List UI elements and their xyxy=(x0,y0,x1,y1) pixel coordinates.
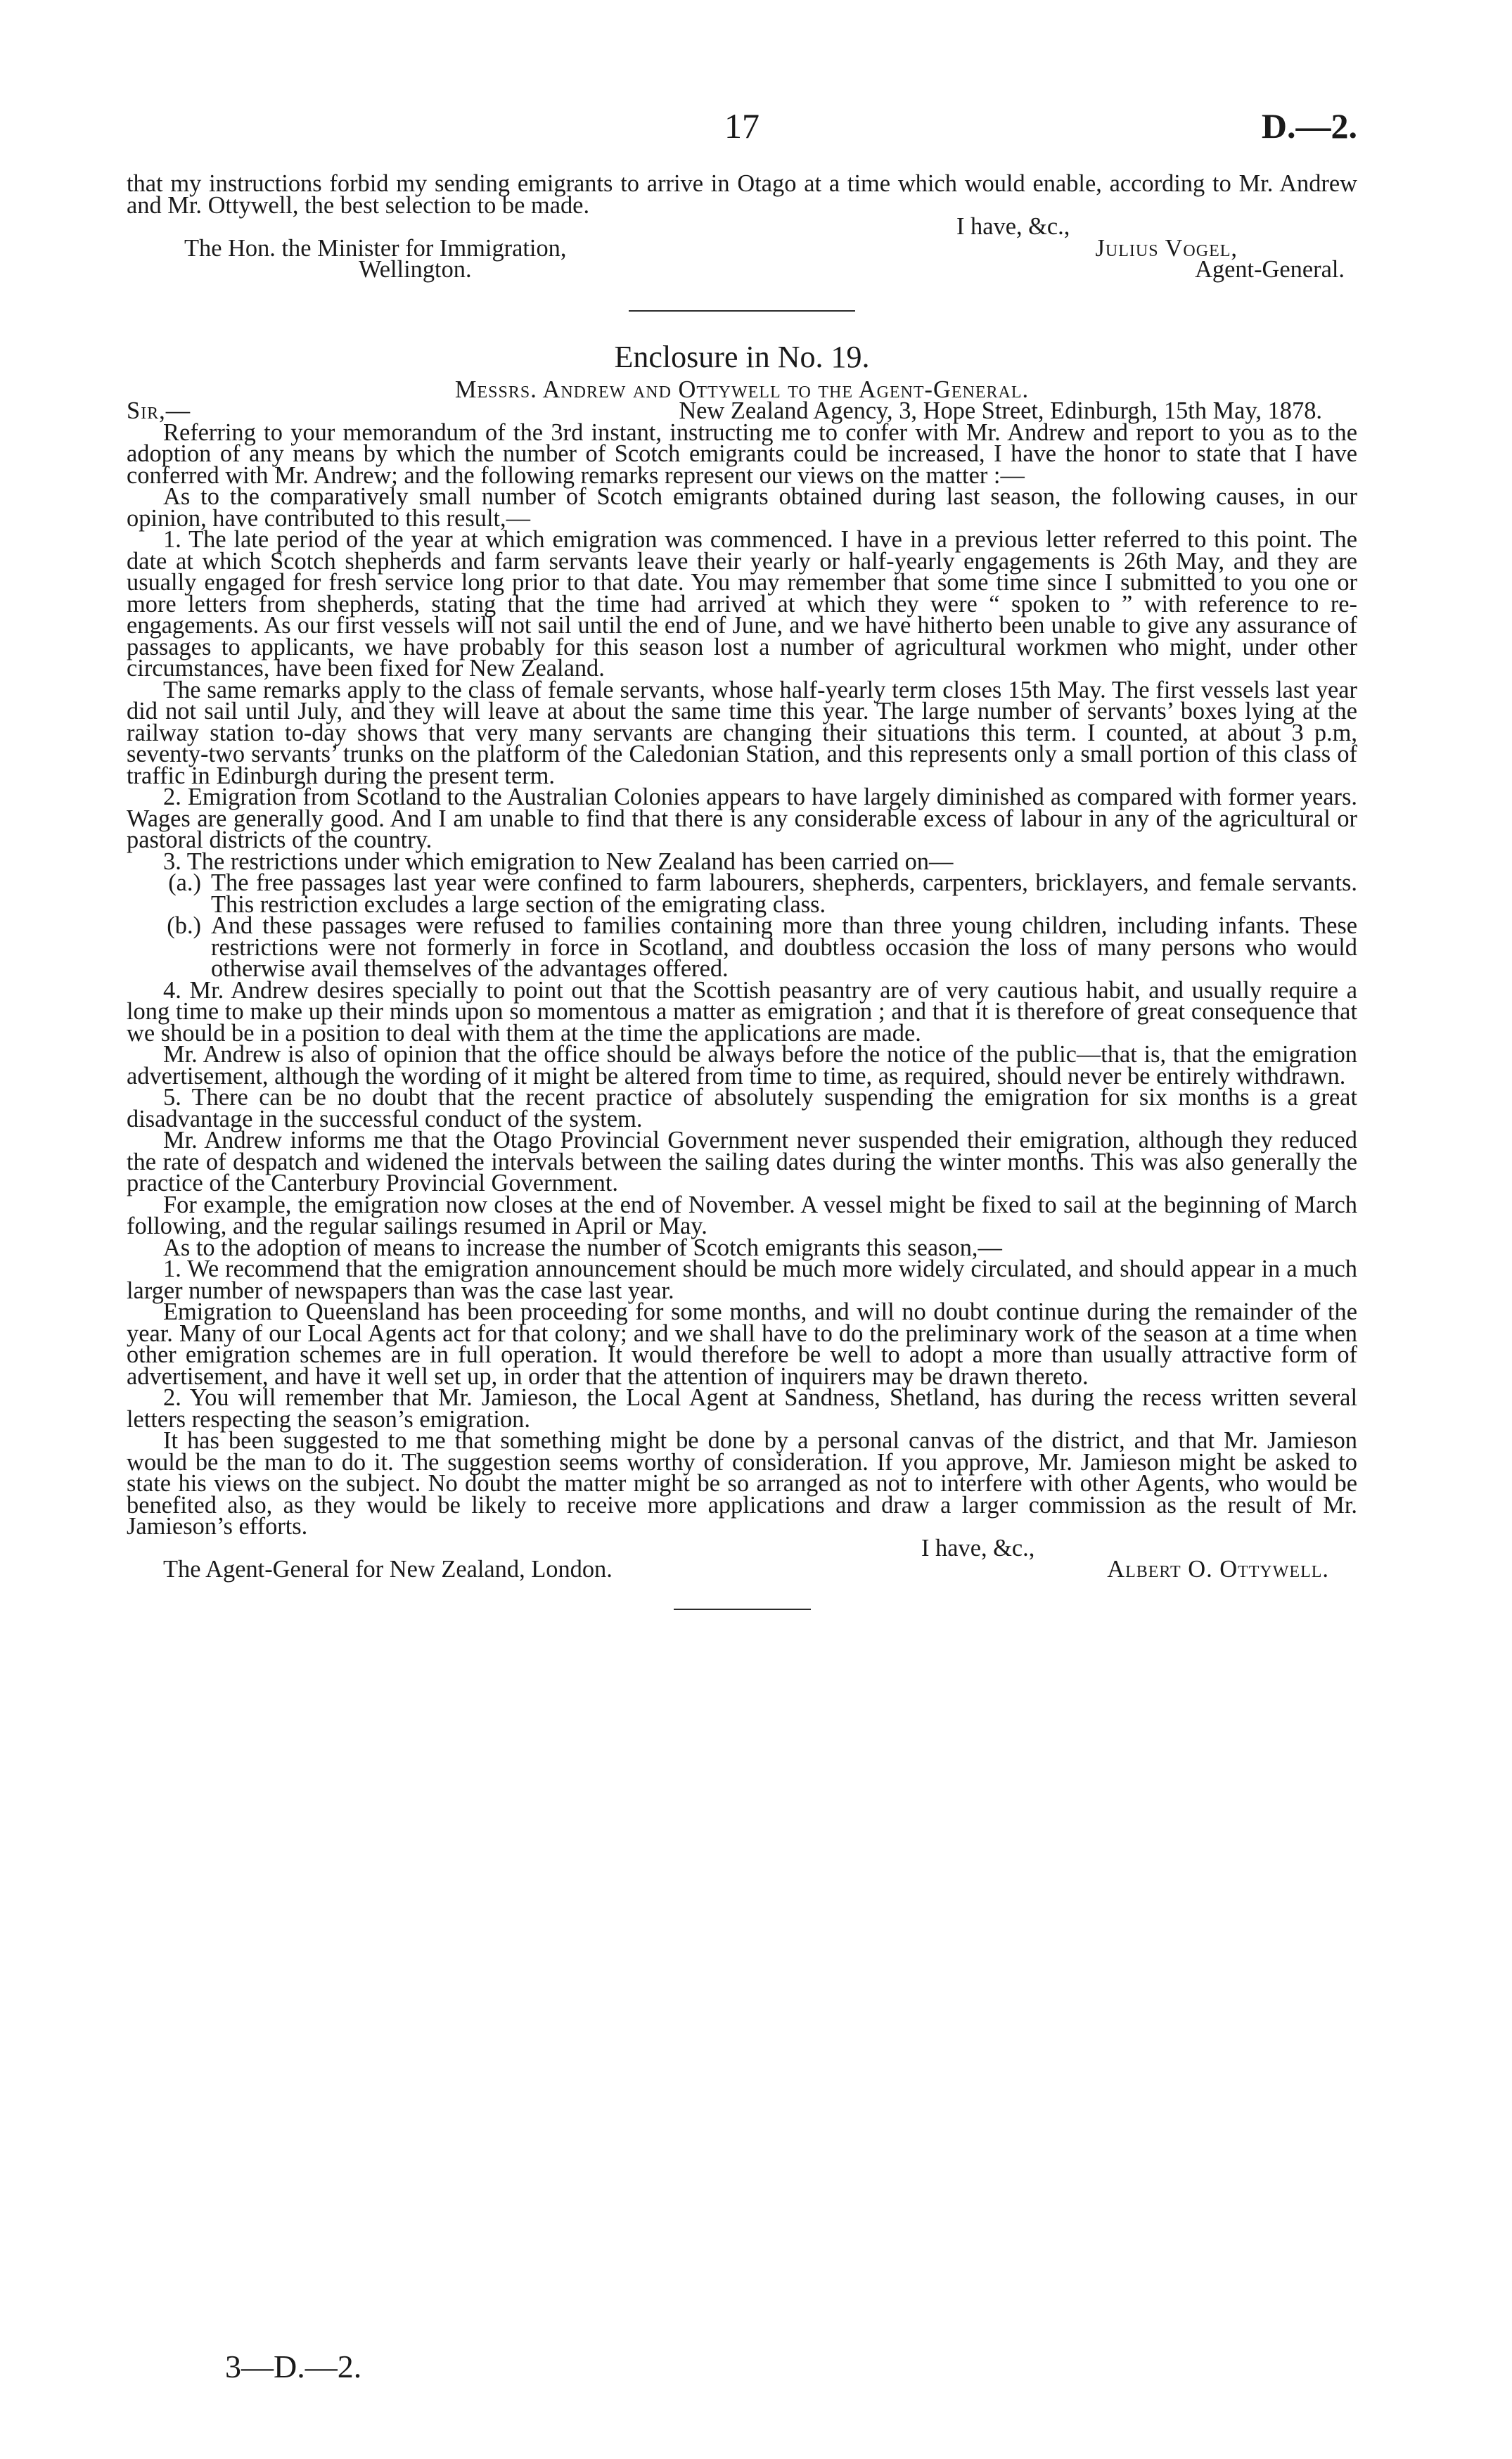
document-reference: D.—2. xyxy=(1261,106,1357,146)
paragraph: 5. There can be no doubt that the recent practice of absolutely suspending the emigration for six months is a great disadvantage in the successful conduct of the system. xyxy=(127,1084,1357,1132)
paragraph: Mr. Andrew informs me that the Otago Provincial Government never suspended their emigration, although they reduced the rate of despatch and widened the intervals between the sailing dates during the winter months. This was also generally the practice of the Canterbury Provincial Government. xyxy=(127,1127,1357,1196)
paragraph: 4. Mr. Andrew desires specially to point out that the Scottish peasantry are of very cautious habit, and usually require a long time to make up their minds upon so momentous a matter as emigration ; and that it is therefore of great consequence that we should be in a position to deal with them at the time the applications are made. xyxy=(127,976,1357,1047)
paragraph: 1. We recommend that the emigration announcement should be much more widely circulated, and should appear in a much larger number of newspapers than was the case last year. xyxy=(127,1256,1357,1304)
paragraph: 1. The late period of the year at which emigration was commenced. I have in a previous letter referred to this point. The date at which Scotch shepherds and farm servants leave their yearly or half-yearly engagements is 26th May, and they are usually engaged for fresh service long prior to that date. You may remember that some time since I submitted to you one or more letters from shepherds, stating that the time had arrived at which they were “ spoken to ” with reference to re-engagements. As our first vessels will not sail until the end of June, and we have hitherto been unable to give any assurance of passages to applicants, we have probably for this season lost a number of agricultural workmen who might, under other circumstances, have been fixed for New Zealand. xyxy=(127,526,1357,682)
preceding-closing: I have, &c., xyxy=(956,213,1070,240)
enclosure-addressee: The Agent-General for New Zealand, London. xyxy=(163,1556,613,1583)
closing-divider xyxy=(674,1609,811,1610)
paragraph: For example, the emigration now closes at the end of November. A vessel might be fixed to sail at the beginning of March following, and the regular sailings resumed in April or May. xyxy=(127,1191,1357,1239)
paragraph: 2. Emigration from Scotland to the Australian Colonies appears to have largely diminished as compared with former years. Wages are generally good. And I am unable to find that there is any considerable excess of labour in any of the agricultural or pastoral districts of the country. xyxy=(127,784,1357,853)
footer-sheet-code: 3—D.—2. xyxy=(225,2349,362,2384)
page-number: 17 xyxy=(724,106,760,146)
salutation: Sir,— xyxy=(127,397,191,424)
enclosure-title: Enclosure in No. 19. xyxy=(614,339,870,374)
preceding-signature-row xyxy=(127,234,1357,262)
address-date: New Zealand Agency, 3, Hope Street, Edinburgh, 15th May, 1878. xyxy=(679,397,1322,424)
sub-item-text: And these passages were refused to families containing more than three young children, including infants. These restrictions were not formerly in force in Scotland, and doubtless occasion the loss of many persons who would otherwise avail themselves of the advantages offered. xyxy=(211,912,1357,982)
enclosure-signatory: Albert O. Ottywell. xyxy=(1107,1556,1329,1583)
paragraph: Emigration to Queensland has been proceeding for some months, and will no doubt continue during the remainder of the year. Many of our Local Agents act for that colony; and we shall have to do the preliminary work of the season at a time when other emigration schemes are in full operation. It would therefore be well to adopt a more than usually attractive form of advertisement, and have it well set up, in order that the attention of inquirers may be drawn thereto. xyxy=(127,1298,1357,1390)
paragraph: As to the adoption of means to increase the number of Scotch emigrants this season,— xyxy=(163,1234,1002,1261)
enclosure-from-to: Messrs. Andrew and Ottywell to the Agent-General. xyxy=(454,376,1030,403)
enclosure-signature-row xyxy=(127,1556,1357,1583)
preceding-signatory-name: Julius Vogel, xyxy=(1095,234,1238,262)
paragraph: 3. The restrictions under which emigration to New Zealand has been carried on— xyxy=(163,848,954,875)
paragraph: The same remarks apply to the class of female servants, whose half-yearly term closes 15th May. The first vessels last year did not sail until July, and they will leave at about the same time this year. The large number of servants’ boxes lying at the railway station to-day shows that very many servants are changing their situations this term. I counted, at about 3 p.m, seventy-two servants’ trunks on the platform of the Caledonian Station, and this represents only a small portion of this class of traffic in Edinburgh during the present term. xyxy=(127,676,1357,789)
paragraph: As to the comparatively small number of Scotch emigrants obtained during last season, the following causes, in our opinion, have contributed to this result,— xyxy=(127,483,1357,532)
preceding-addressee-line2: Wellington. xyxy=(359,256,472,283)
sub-item xyxy=(127,912,1357,982)
document-page xyxy=(127,106,1357,1610)
paragraph: Referring to your memorandum of the 3rd instant, instructing me to confer with Mr. Andrew and report to you as to the adoption of any means by which the number of Scotch emigrants could be increased, I have the honor to state that I have conferred with Mr. Andrew; and the following remarks represent our views on the matter :— xyxy=(127,419,1357,489)
enclosure-closing: I have, &c., xyxy=(921,1534,1035,1561)
paragraph: 2. You will remember that Mr. Jamieson, the Local Agent at Sandness, Shetland, has during the recess written several letters respecting the season’s emigration. xyxy=(127,1384,1357,1433)
sub-item-label: (a.) xyxy=(168,869,201,896)
preceding-letter-body: that my instructions forbid my sending emigrants to arrive in Otago at a time which would enable, according to Mr. Andrew and Mr. Ottywell, the best selection to be made. xyxy=(127,170,1357,219)
sub-item-label: (b.) xyxy=(167,912,201,939)
salutation-row xyxy=(127,397,1357,424)
preceding-signatory-title: Agent-General. xyxy=(1195,256,1345,283)
paragraph: It has been suggested to me that something might be done by a personal canvas of the district, and that Mr. Jamieson would be the man to do it. The suggestion seems worthy of consideration. If you approve, Mr. Jamieson might be asked to state his views on the subject. No doubt the matter might be so arranged as not to interfere with other Agents, who would be benefited also, as they would be likely to receive more applications and draw a larger commission as the result of Mr. Jamieson’s efforts. xyxy=(127,1427,1357,1540)
sub-item xyxy=(127,869,1357,918)
sub-item-text: The free passages last year were confined to farm labourers, shepherds, carpenters, bricklayers, and female servants. This restriction excludes a large section of the emigrating class. xyxy=(211,869,1357,918)
preceding-signature-row-2 xyxy=(127,256,1357,283)
page-header xyxy=(127,106,1357,173)
paragraph: Mr. Andrew is also of opinion that the office should be always before the notice of the public—that is, that the emigration advertisement, although the wording of it might be altered from time to time, as required, should never be entirely withdrawn. xyxy=(127,1041,1357,1090)
preceding-addressee-line1: The Hon. the Minister for Immigration, xyxy=(184,234,567,262)
